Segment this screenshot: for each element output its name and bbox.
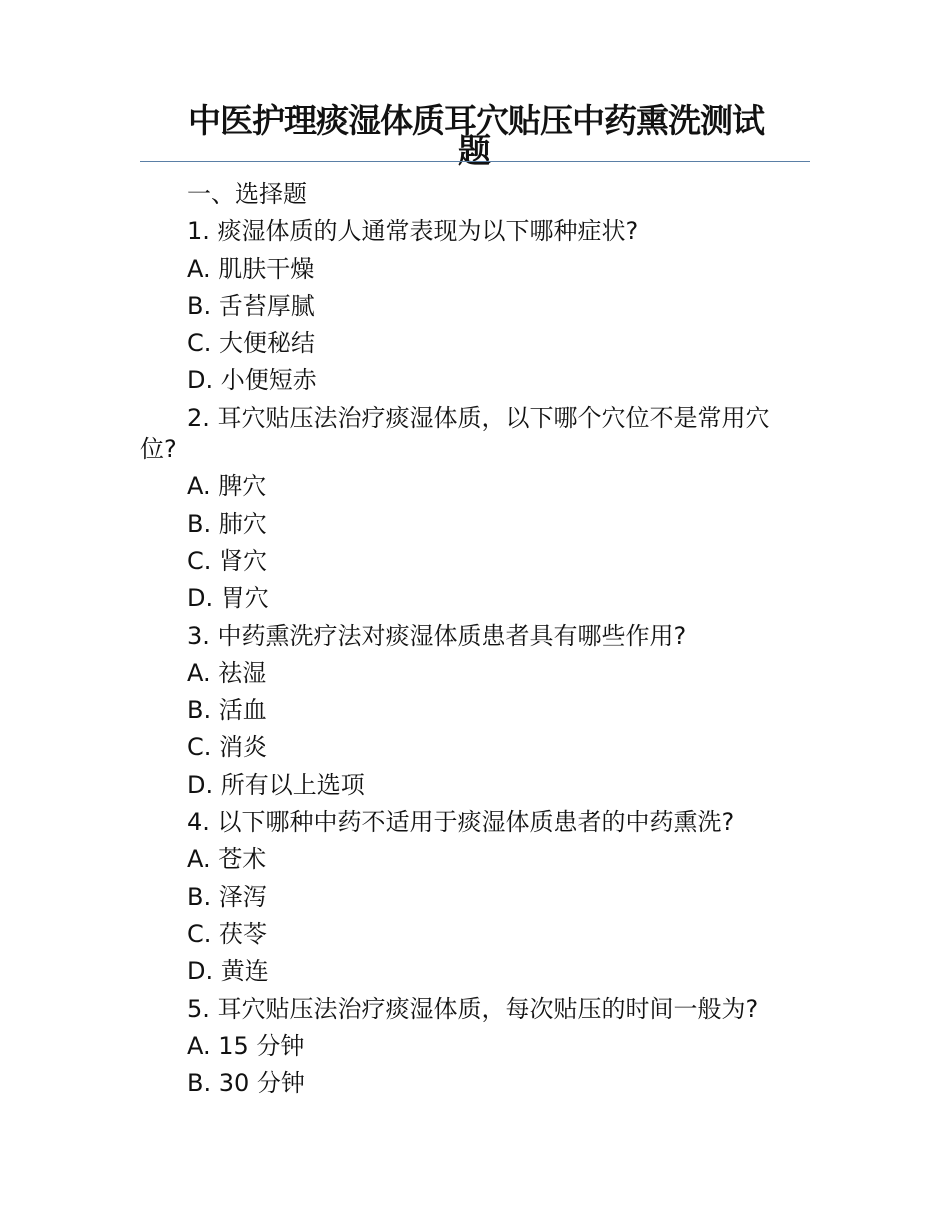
question-2-stem: 2. 耳穴贴压法治疗痰湿体质，以下哪个穴位不是常用穴 bbox=[187, 403, 770, 432]
question-1-option-c: C. 大便秘结 bbox=[187, 329, 316, 358]
question-3-option-a: A. 祛湿 bbox=[187, 658, 267, 687]
question-5-stem: 5. 耳穴贴压法治疗痰湿体质，每次贴压的时间一般为? bbox=[187, 994, 759, 1023]
question-4-stem: 4. 以下哪种中药不适用于痰湿体质患者的中药熏洗? bbox=[187, 808, 735, 837]
question-5-option-a: A. 15 分钟 bbox=[187, 1031, 305, 1060]
document-body bbox=[140, 176, 810, 1102]
question-4-option-c: C. 茯苓 bbox=[187, 919, 268, 948]
question-3-option-c: C. 消炎 bbox=[187, 733, 268, 762]
question-1-stem: 1. 痰湿体质的人通常表现为以下哪种症状? bbox=[187, 217, 639, 246]
question-3-stem: 3. 中药熏洗疗法对痰湿体质患者具有哪些作用? bbox=[187, 621, 687, 650]
question-3-option-d: D. 所有以上选项 bbox=[187, 770, 365, 799]
question-2-option-b: B. 肺穴 bbox=[187, 509, 267, 538]
question-2-option-a: A. 脾穴 bbox=[187, 472, 267, 501]
question-5-option-b: B. 30 分钟 bbox=[187, 1069, 305, 1098]
question-1-option-d: D. 小便短赤 bbox=[187, 366, 317, 395]
question-2-option-c: C. 肾穴 bbox=[187, 546, 268, 575]
document-title: 中医护理痰湿体质耳穴贴压中药熏洗测试 bbox=[188, 101, 764, 140]
title-underline bbox=[140, 161, 810, 162]
question-4-option-b: B. 泽泻 bbox=[187, 882, 267, 911]
section-heading: 一、选择题 bbox=[187, 180, 307, 208]
question-1-option-b: B. 舌苔厚腻 bbox=[187, 291, 315, 320]
question-4-option-a: A. 苍术 bbox=[187, 845, 267, 874]
question-2-option-d: D. 胃穴 bbox=[187, 584, 269, 613]
question-4-option-d: D. 黄连 bbox=[187, 957, 269, 986]
question-1-option-a: A. 肌肤干燥 bbox=[187, 254, 315, 283]
question-3-option-b: B. 活血 bbox=[187, 696, 267, 725]
question-2-stem-continuation: 位? bbox=[140, 435, 177, 464]
document-title-continuation: 题 bbox=[458, 131, 491, 170]
